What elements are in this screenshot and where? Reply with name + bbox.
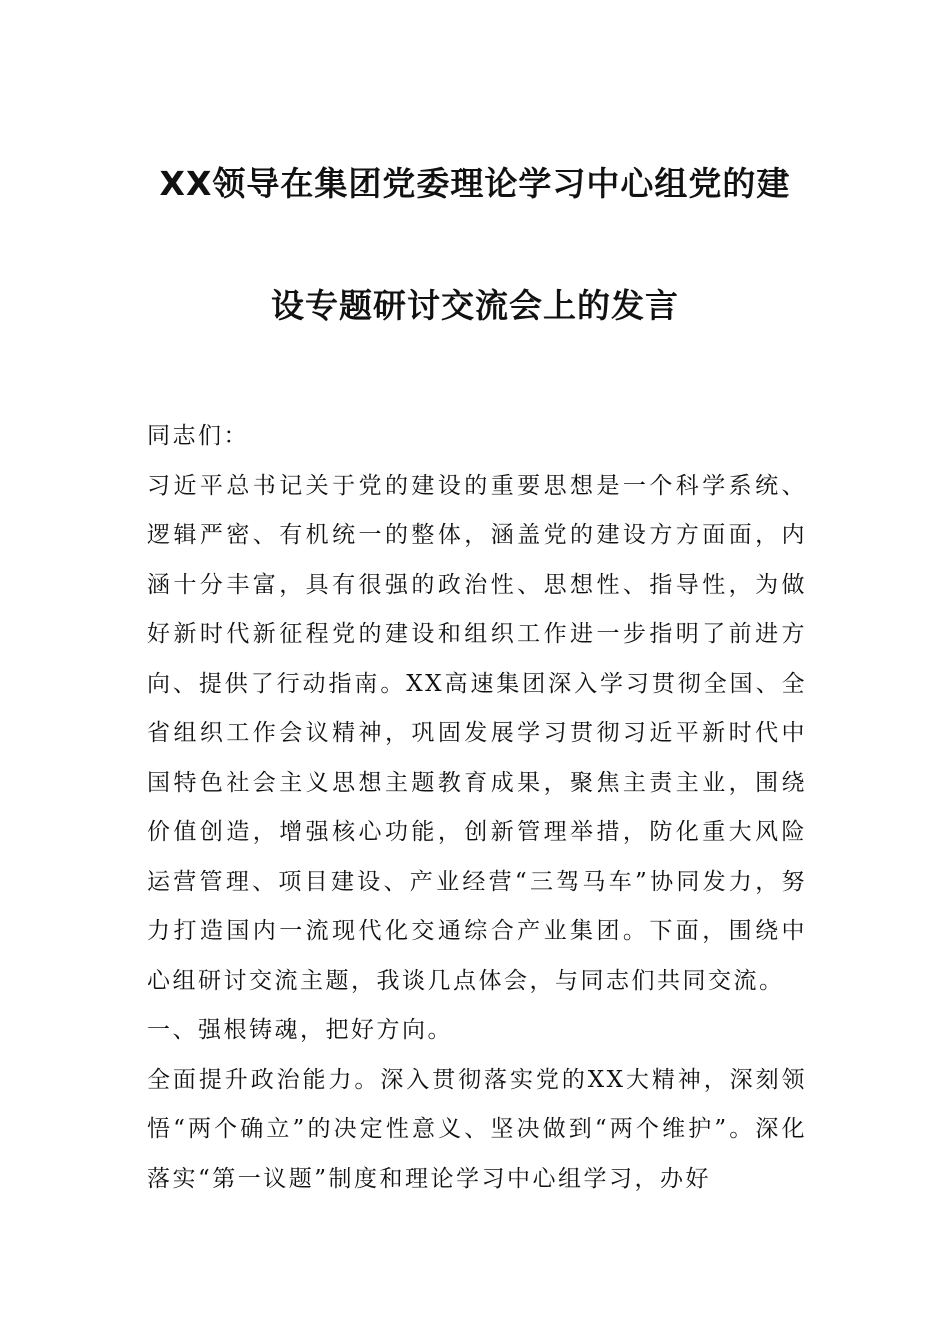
section-heading-1: 一、强根铸魂，把好方向。 [147, 1017, 453, 1043]
document-body [147, 412, 807, 1204]
document-title-line-1: XX领导在集团党委理论学习中心组党的建 [159, 164, 791, 203]
salutation: 同志们： [147, 423, 249, 449]
document-title-line-2: 设专题研讨交流会上的发言 [271, 286, 679, 325]
paragraph-political-ability: 全面提升政治能力。深入贯彻落实党的XX大精神，深刻领悟“两个确立”的决定性意义、坚决做到“两个维护”。深化落实“第一议题”制度和理论学习中心组学习，办好 [147, 1066, 807, 1192]
paragraph-intro: 习近平总书记关于党的建设的重要思想是一个科学系统、逻辑严密、有机统一的整体，涵盖党的建设方方面面，内涵十分丰富，具有很强的政治性、思想性、指导性，为做好新时代新征程党的建设和组织工作进一步指明了前进方向、提供了行动指南。XX高速集团深入学习贯彻全国、全省组织工作会议精神，巩固发展学习贯彻习近平新时代中国特色社会主义思想主题教育成果，聚焦主责主业，围绕价值创造，增强核心功能，创新管理举措，防化重大风险运营管理、项目建设、产业经营“三驾马车”协同发力，努力打造国内一流现代化交通综合产业集团。下面，围绕中心组研讨交流主题，我谈几点体会，与同志们共同交流。 [147, 472, 807, 994]
